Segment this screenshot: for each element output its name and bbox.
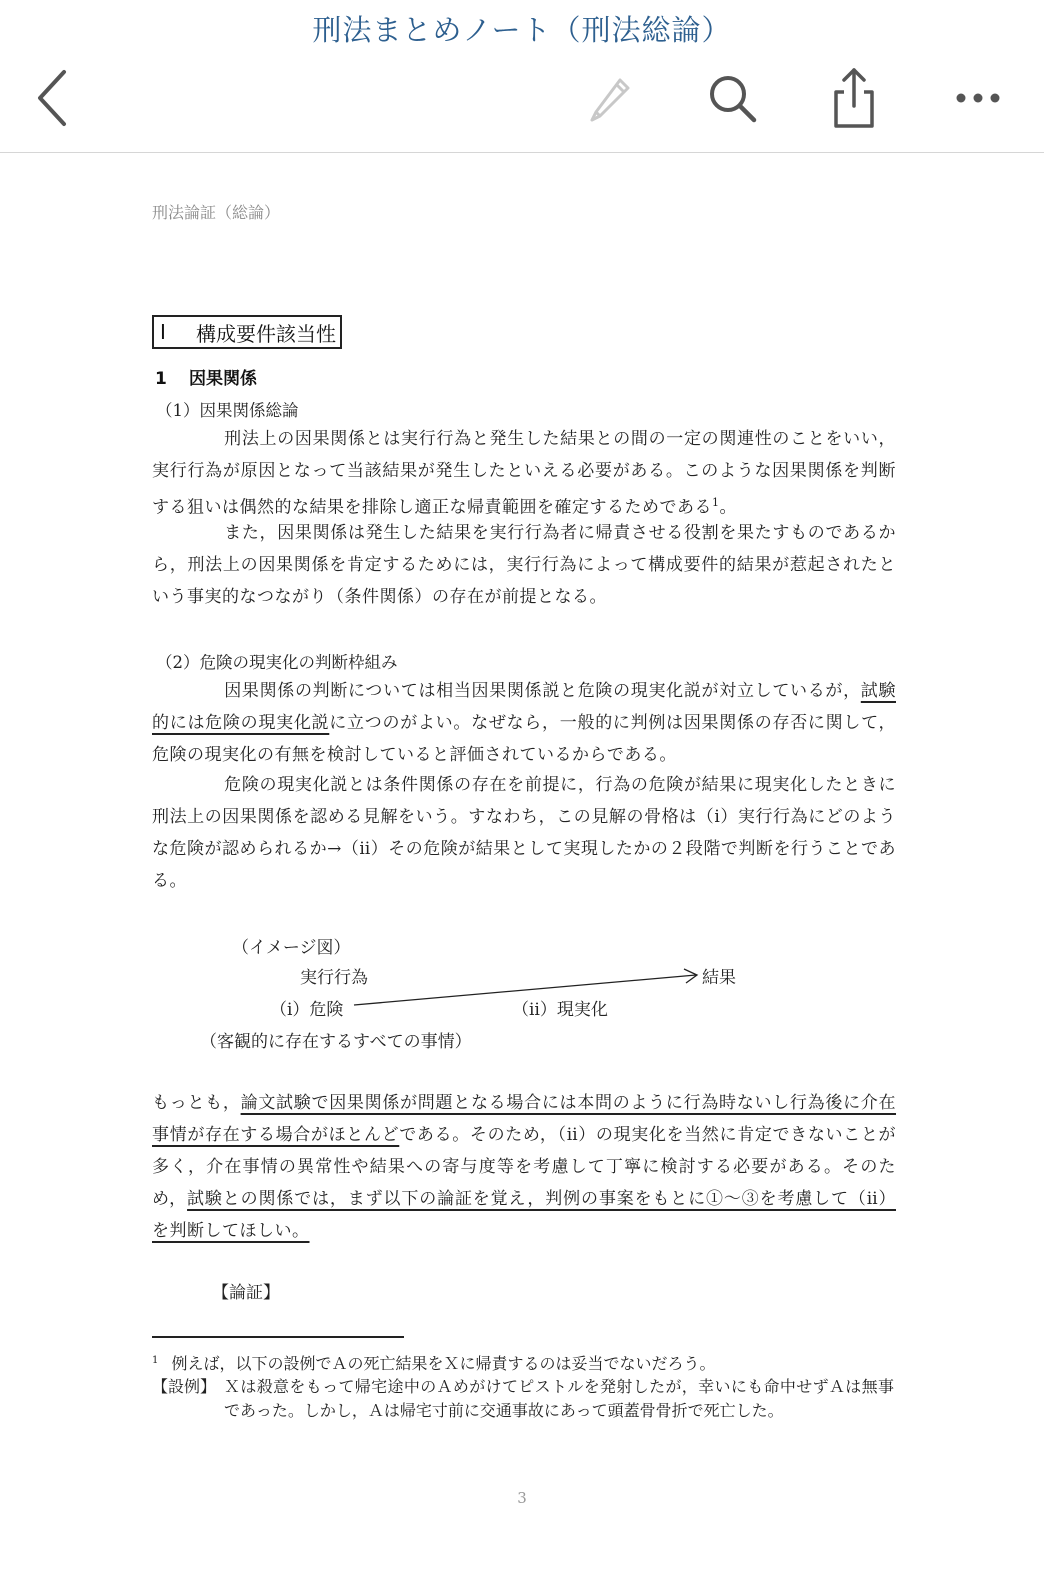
paragraph-5 bbox=[152, 1087, 896, 1247]
concept-diagram bbox=[0, 923, 1044, 1053]
footnote-ref[interactable]: 1 bbox=[712, 496, 720, 509]
top-bar bbox=[0, 0, 1044, 153]
sub-heading-2: （2）危険の現実化の判断枠組み bbox=[156, 653, 398, 672]
paragraph-1-text: 刑法上の因果関係とは実行行為と発生した結果との間の一定の関連性のことをいい，実行行為が原因となって当該結果が発生したといえる必要がある。このような因果関係を判断する狙いは偶然的な結果を排除し適正な帰責範囲を確定するためである bbox=[152, 429, 896, 518]
footnote-text: 例えば，以下の設例でＡの死亡結果をＸに帰責するのは妥当でないだろう。 bbox=[171, 1354, 716, 1374]
paragraph-2-text: また，因果関係は発生した結果を実行行為者に帰責させる役割を果たすものであるから，刑法上の因果関係を肯定するためには，実行行為によって構成要件的結果が惹起されたという事実的なつながり（条件関係）の存在が前提となる。 bbox=[152, 523, 896, 607]
diagram-arrow bbox=[0, 923, 1044, 1053]
more-icon bbox=[953, 88, 1003, 108]
page-number: 3 bbox=[517, 1489, 527, 1507]
section-heading bbox=[152, 315, 342, 349]
paragraph-1 bbox=[152, 423, 896, 524]
pencil-icon bbox=[582, 70, 638, 126]
footnote-case-text: Ｘは殺意をもって帰宅途中のＡめがけてピストルを発射したが，幸いにも命中せずＡは無事であった。しかし，Ａは帰宅寸前に交通事故にあって頭蓋骨骨折で死亡した。 bbox=[224, 1377, 894, 1420]
paragraph-5-text-b: である。そのため，（ⅱ）の現実化を当然に肯定できないことが多く，介在事情の異常性や結果への寄与度等を考慮して丁寧に検討する必要がある。そのため， bbox=[152, 1125, 896, 1209]
search-icon bbox=[704, 70, 760, 126]
diagram-result-label: 結果 bbox=[702, 968, 736, 988]
subsection-number: 1 bbox=[155, 369, 167, 389]
search-button[interactable] bbox=[696, 62, 768, 134]
footnote-rule bbox=[152, 1336, 404, 1338]
paragraph-2 bbox=[152, 517, 896, 613]
document-title: 刑法まとめノート（刑法総論） bbox=[312, 13, 732, 47]
paragraph-3-underline: 試験的には危険の現実化説 bbox=[152, 681, 896, 733]
paragraph-4 bbox=[152, 769, 896, 897]
footnote-case-label: 【設例】 bbox=[152, 1377, 217, 1396]
paragraph-3-text-a: 因果関係の判断については相当因果関係説と危険の現実化説が対立しているが， bbox=[224, 681, 861, 701]
edit-button[interactable] bbox=[574, 62, 646, 134]
more-button[interactable] bbox=[942, 62, 1014, 134]
paragraph-3 bbox=[152, 675, 896, 771]
paragraph-4-text: 危険の現実化説とは条件関係の存在を前提に，行為の危険が結果に現実化したときに刑法上の因果関係を認める見解をいう。すなわち，この見解の骨格は（ⅰ）実行行為にどのような危険が認められるか→（ⅱ）その危険が結果として実現したかの２段階で判断を行うことである。 bbox=[152, 775, 896, 891]
section-number: Ⅰ bbox=[160, 320, 166, 344]
paragraph-5-underline-2: 試験との関係では，まず以下の論証を覚え，判例の事案をもとに①～③を考慮して（ⅱ）を判断してほしい。 bbox=[152, 1189, 896, 1241]
back-button[interactable] bbox=[16, 62, 88, 134]
footnote-1 bbox=[152, 1349, 715, 1376]
diagram-circumstances-label: （客観的に存在するすべての事情） bbox=[200, 1032, 472, 1052]
sub-heading-1: （1）因果関係総論 bbox=[156, 401, 299, 420]
document-page[interactable] bbox=[0, 153, 1044, 1570]
paragraph-5-underline-1: 論文試験で因果関係が問題となる場合には本問のように行為時ないし行為後に介在事情が存在する場合がほとんど bbox=[152, 1093, 897, 1145]
footnote-mark: 1 bbox=[152, 1355, 159, 1366]
share-icon bbox=[826, 66, 882, 130]
diagram-act-label: 実行行為 bbox=[300, 968, 368, 988]
section-title: 構成要件該当性 bbox=[196, 321, 336, 346]
subsection-title: 因果関係 bbox=[189, 369, 257, 389]
diagram-realize-label: （ⅱ）現実化 bbox=[512, 1000, 608, 1020]
paragraph-3-text-b: に立つのがよい。なぜなら，一般的に判例は因果関係の存否に関して，危険の現実化の有無を検討していると評価されているからである。 bbox=[152, 713, 896, 765]
paragraph-5-text-a: もっとも， bbox=[152, 1093, 241, 1113]
argument-label: 【論証】 bbox=[212, 1283, 280, 1303]
diagram-danger-label: （ⅰ）危険 bbox=[270, 1000, 344, 1020]
running-header: 刑法論証（総論） bbox=[152, 203, 281, 222]
share-button[interactable] bbox=[818, 62, 890, 134]
chevron-left-icon bbox=[32, 68, 72, 128]
subsection-heading bbox=[155, 364, 257, 389]
diagram-caption: （イメージ図） bbox=[232, 938, 351, 958]
paragraph-1-end: 。 bbox=[719, 497, 737, 518]
